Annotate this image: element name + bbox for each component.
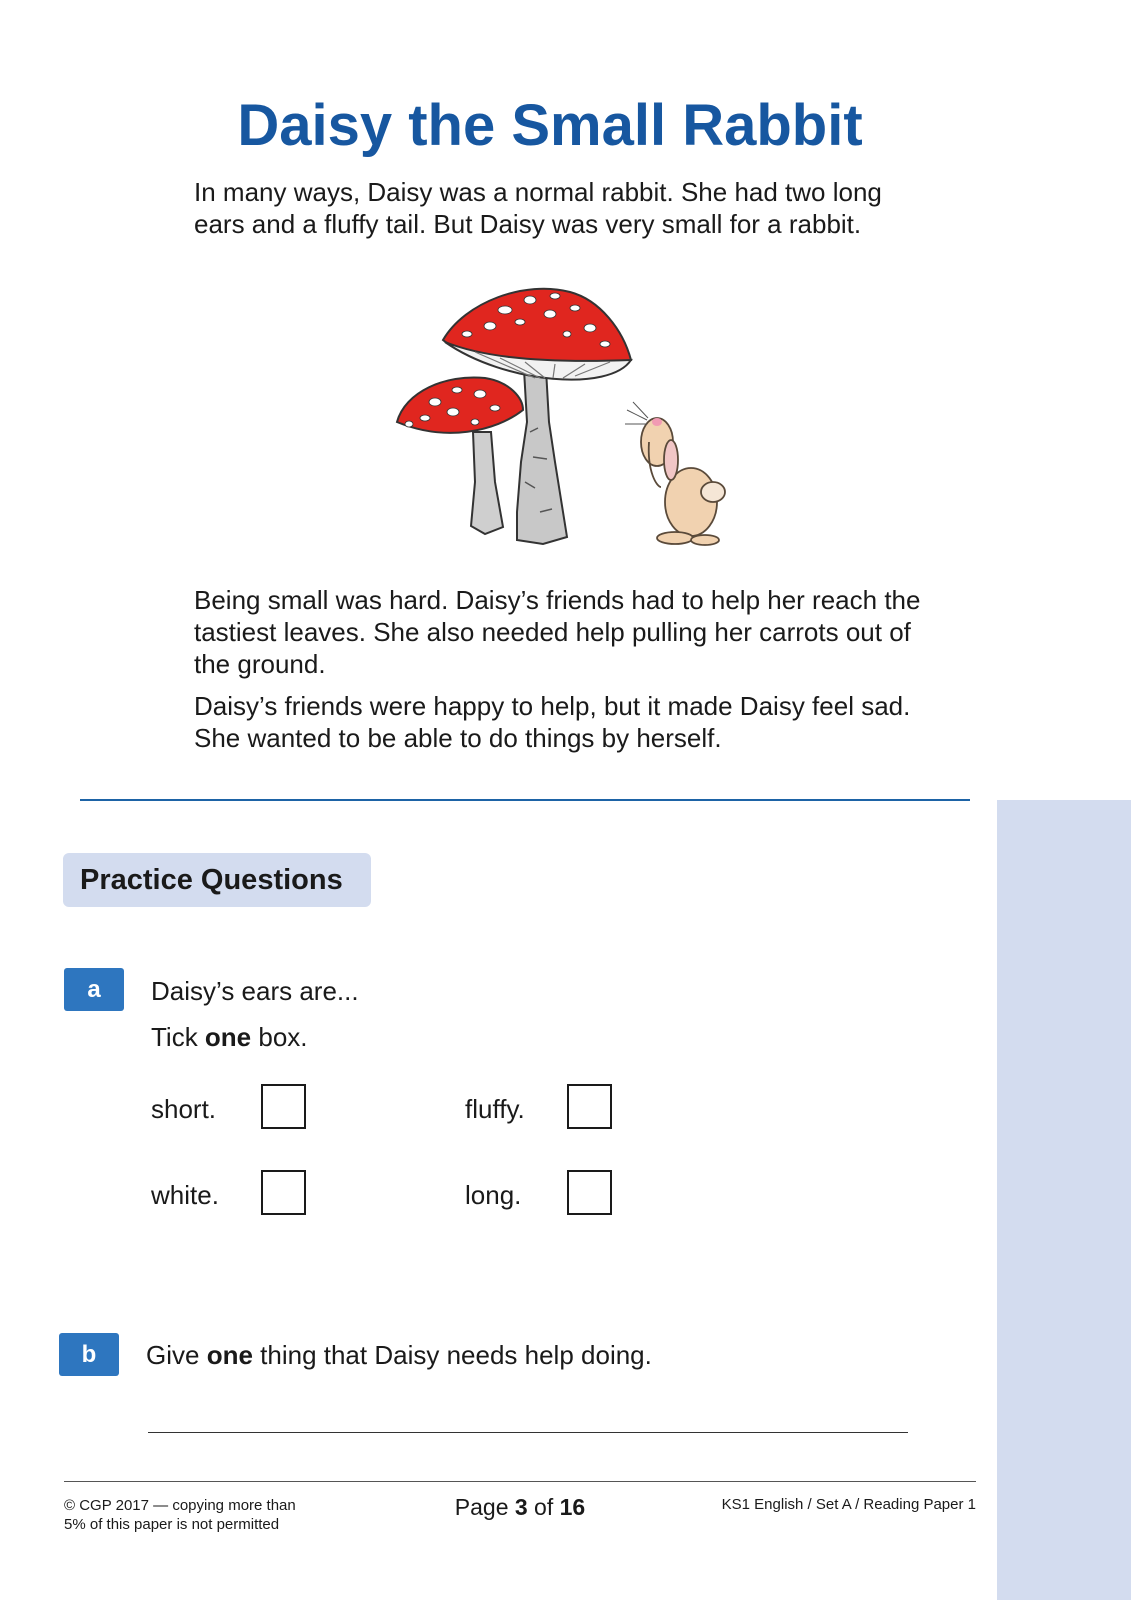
story-paragraph-1: In many ways, Daisy was a normal rabbit. She had two long ears and a fluffy tail. But Daisy was very small for a rabbit. bbox=[194, 177, 882, 239]
footer-page-number: Page 3 of 16 bbox=[454, 1494, 586, 1520]
question-a-instruction: Tick one box. bbox=[151, 1022, 308, 1052]
question-b-badge: b bbox=[59, 1333, 119, 1376]
section-divider bbox=[80, 799, 970, 801]
option-fluffy-label: fluffy. bbox=[465, 1094, 525, 1124]
mushrooms-and-rabbit-illustration bbox=[395, 282, 745, 562]
option-short-checkbox[interactable] bbox=[261, 1084, 306, 1129]
story-paragraph-2: Being small was hard. Daisy’s friends had to help her reach the tastiest leaves. She also needed help pulling her carrots out of the ground. bbox=[194, 585, 921, 679]
margin-strip bbox=[997, 800, 1131, 1600]
option-long-label: long. bbox=[465, 1180, 522, 1210]
option-white-checkbox[interactable] bbox=[261, 1170, 306, 1215]
option-short-label: short. bbox=[151, 1094, 217, 1124]
practice-questions-header bbox=[63, 853, 371, 907]
footer-divider bbox=[64, 1481, 976, 1482]
option-long-checkbox[interactable] bbox=[567, 1170, 612, 1215]
story-title: Daisy the Small Rabbit bbox=[237, 93, 863, 158]
option-white-label: white. bbox=[151, 1180, 219, 1210]
question-b-answer-line[interactable] bbox=[148, 1432, 908, 1433]
question-a-prompt: Daisy’s ears are... bbox=[151, 976, 359, 1006]
story-paragraph-3: Daisy’s friends were happy to help, but it made Daisy feel sad. She wanted to be able to do things by herself. bbox=[194, 691, 911, 753]
option-fluffy-checkbox[interactable] bbox=[567, 1084, 612, 1129]
question-a-badge: a bbox=[64, 968, 124, 1011]
footer-paper-info: KS1 English / Set A / Reading Paper 1 bbox=[721, 1496, 976, 1513]
footer-copyright: © CGP 2017 — copying more than 5% of this paper is not permitted bbox=[64, 1497, 296, 1533]
question-b-prompt: Give one thing that Daisy needs help doing. bbox=[146, 1340, 652, 1370]
practice-questions-heading: Practice Questions bbox=[80, 864, 343, 896]
